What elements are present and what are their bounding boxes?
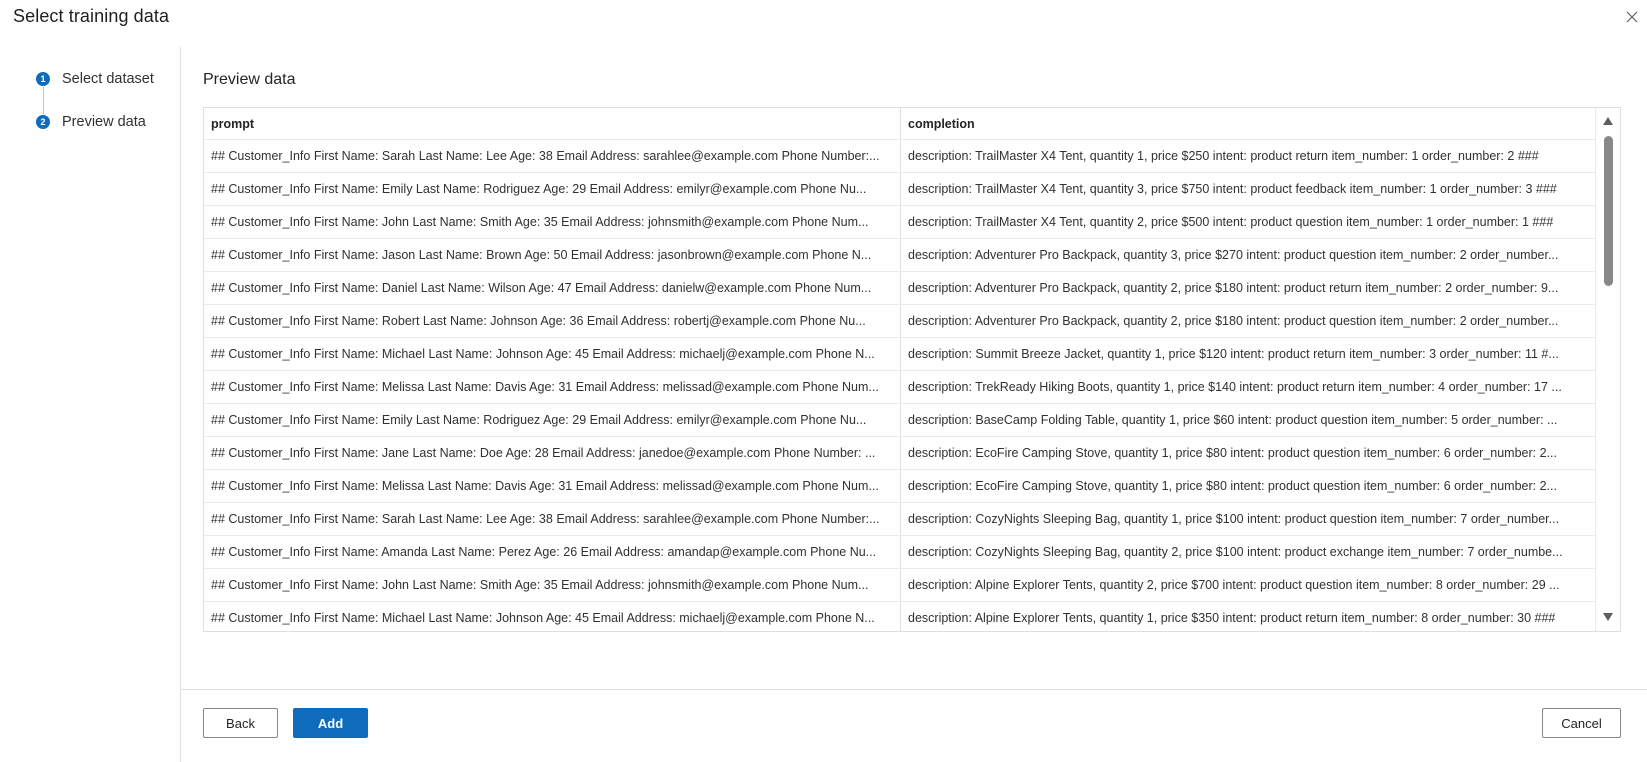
scroll-down-arrow-icon[interactable]	[1603, 613, 1613, 621]
prompt-cell	[204, 173, 901, 205]
cell-text: description: Adventurer Pro Backpack, quantity 3, price $270 intent: product question item_number: 2 order_number...	[908, 248, 1559, 262]
cell-text: ## Customer_Info First Name: Daniel Last Name: Wilson Age: 47 Email Address: danielw@example.com Phone Num...	[211, 281, 872, 295]
close-icon	[1626, 11, 1638, 23]
left-panel-divider	[180, 47, 181, 762]
table-row	[204, 338, 1595, 371]
completion-cell	[901, 173, 1595, 205]
cell-text: description: TrailMaster X4 Tent, quantity 3, price $750 intent: product feedback item_number: 1 order_number: 3 ###	[908, 182, 1557, 196]
wizard-steps	[36, 69, 154, 155]
cell-text: ## Customer_Info First Name: John Last Name: Smith Age: 35 Email Address: johnsmith@example.com Phone Num...	[211, 578, 869, 592]
table-row	[204, 536, 1595, 569]
cell-text: ## Customer_Info First Name: Melissa Last Name: Davis Age: 31 Email Address: melissad@example.com Phone Num...	[211, 479, 879, 493]
cell-text: ## Customer_Info First Name: Michael Last Name: Johnson Age: 45 Email Address: michaelj@example.com Phone N...	[211, 611, 875, 625]
completion-cell	[901, 140, 1595, 172]
completion-cell	[901, 437, 1595, 469]
table-row	[204, 470, 1595, 503]
cell-text: description: BaseCamp Folding Table, quantity 1, price $60 intent: product question item_number: 5 order_number: ...	[908, 413, 1558, 427]
cell-text: description: TrailMaster X4 Tent, quantity 1, price $250 intent: product return item_number: 1 order_number: 2 ###	[908, 149, 1539, 163]
table-row	[204, 206, 1595, 239]
step-preview-data[interactable]	[36, 112, 154, 155]
table-row	[204, 305, 1595, 338]
completion-cell	[901, 569, 1595, 601]
table-body	[204, 108, 1595, 632]
prompt-cell	[204, 239, 901, 271]
completion-cell	[901, 272, 1595, 304]
cell-text: ## Customer_Info First Name: Michael Last Name: Johnson Age: 45 Email Address: michaelj@example.com Phone N...	[211, 347, 875, 361]
column-header-label: prompt	[211, 116, 255, 131]
completion-cell	[901, 305, 1595, 337]
completion-cell	[901, 239, 1595, 271]
cell-text: description: EcoFire Camping Stove, quantity 1, price $80 intent: product question item_number: 6 order_number: 2...	[908, 446, 1557, 460]
table-row	[204, 173, 1595, 206]
dialog-title: Select training data	[13, 6, 170, 26]
prompt-cell	[204, 305, 901, 337]
cell-text: description: EcoFire Camping Stove, quantity 1, price $80 intent: product question item_number: 6 order_number: 2...	[908, 479, 1557, 493]
scroll-up-arrow-icon[interactable]	[1603, 117, 1613, 125]
prompt-cell	[204, 371, 901, 403]
cell-text: description: Adventurer Pro Backpack, quantity 2, price $180 intent: product question item_number: 2 order_number...	[908, 314, 1559, 328]
section-title: Preview data	[203, 71, 296, 88]
completion-cell	[901, 503, 1595, 535]
cell-text: description: Adventurer Pro Backpack, quantity 2, price $180 intent: product return item_number: 2 order_number: 9...	[908, 281, 1559, 295]
step-label: Preview data	[62, 114, 146, 130]
close-button[interactable]	[1621, 6, 1643, 28]
cancel-button[interactable]: Cancel	[1542, 708, 1621, 738]
step-number-badge: 1	[36, 72, 50, 86]
table-row	[204, 371, 1595, 404]
table-row	[204, 602, 1595, 632]
table-row	[204, 569, 1595, 602]
table-row	[204, 140, 1595, 173]
cell-text: ## Customer_Info First Name: John Last Name: Smith Age: 35 Email Address: johnsmith@example.com Phone Num...	[211, 215, 869, 229]
scrollbar-thumb[interactable]	[1604, 136, 1613, 286]
table-row	[204, 239, 1595, 272]
column-header-completion[interactable]	[901, 108, 1595, 139]
prompt-cell	[204, 206, 901, 238]
column-header-prompt[interactable]	[204, 108, 901, 139]
table-row	[204, 404, 1595, 437]
prompt-cell	[204, 602, 901, 632]
table-row	[204, 437, 1595, 470]
cell-text: ## Customer_Info First Name: Jane Last Name: Doe Age: 28 Email Address: janedoe@example.com Phone Number: ...	[211, 446, 876, 460]
cell-text: description: TrailMaster X4 Tent, quantity 2, price $500 intent: product question item_number: 1 order_number: 1 ###	[908, 215, 1554, 229]
footer-divider	[180, 689, 1647, 690]
cell-text: description: Alpine Explorer Tents, quantity 1, price $350 intent: product return item_number: 8 order_number: 30 ###	[908, 611, 1556, 625]
table-row	[204, 272, 1595, 305]
prompt-cell	[204, 470, 901, 502]
cell-text: description: TrekReady Hiking Boots, quantity 1, price $140 intent: product return item_number: 4 order_number: 17 ...	[908, 380, 1562, 394]
cell-text: ## Customer_Info First Name: Robert Last Name: Johnson Age: 36 Email Address: robertj@example.com Phone Nu...	[211, 314, 866, 328]
cell-text: description: Alpine Explorer Tents, quantity 2, price $700 intent: product question item_number: 8 order_number: 29 ...	[908, 578, 1560, 592]
step-select-dataset[interactable]	[36, 69, 154, 112]
cell-text: description: Summit Breeze Jacket, quantity 1, price $120 intent: product return item_number: 3 order_number: 11 #...	[908, 347, 1559, 361]
prompt-cell	[204, 338, 901, 370]
completion-cell	[901, 470, 1595, 502]
cell-text: ## Customer_Info First Name: Amanda Last Name: Perez Age: 26 Email Address: amandap@example.com Phone Nu...	[211, 545, 877, 559]
completion-cell	[901, 206, 1595, 238]
cell-text: ## Customer_Info First Name: Jason Last Name: Brown Age: 50 Email Address: jasonbrown@example.com Phone N...	[211, 248, 872, 262]
prompt-cell	[204, 404, 901, 436]
table-row	[204, 503, 1595, 536]
cell-text: ## Customer_Info First Name: Emily Last Name: Rodriguez Age: 29 Email Address: emilyr@example.com Phone Nu...	[211, 413, 867, 427]
prompt-cell	[204, 272, 901, 304]
preview-data-table	[203, 107, 1621, 632]
step-connector	[43, 87, 44, 114]
cell-text: ## Customer_Info First Name: Emily Last Name: Rodriguez Age: 29 Email Address: emilyr@example.com Phone Nu...	[211, 182, 867, 196]
column-header-label: completion	[908, 116, 975, 131]
prompt-cell	[204, 503, 901, 535]
completion-cell	[901, 371, 1595, 403]
back-button[interactable]: Back	[203, 708, 278, 738]
cell-text: ## Customer_Info First Name: Sarah Last Name: Lee Age: 38 Email Address: sarahlee@example.com Phone Number:...	[211, 512, 880, 526]
cell-text: description: CozyNights Sleeping Bag, quantity 2, price $100 intent: product exchange item_number: 7 order_numbe...	[908, 545, 1563, 559]
completion-cell	[901, 602, 1595, 632]
cell-text: ## Customer_Info First Name: Sarah Last Name: Lee Age: 38 Email Address: sarahlee@example.com Phone Number:...	[211, 149, 880, 163]
completion-cell	[901, 338, 1595, 370]
prompt-cell	[204, 140, 901, 172]
prompt-cell	[204, 536, 901, 568]
cell-text: ## Customer_Info First Name: Melissa Last Name: Davis Age: 31 Email Address: melissad@example.com Phone Num...	[211, 380, 879, 394]
add-button[interactable]: Add	[293, 708, 368, 738]
prompt-cell	[204, 569, 901, 601]
completion-cell	[901, 536, 1595, 568]
cell-text: description: CozyNights Sleeping Bag, quantity 1, price $100 intent: product question item_number: 7 order_number...	[908, 512, 1560, 526]
step-number-badge: 2	[36, 115, 50, 129]
prompt-cell	[204, 437, 901, 469]
step-label: Select dataset	[62, 71, 154, 87]
vertical-scrollbar[interactable]	[1595, 108, 1620, 631]
table-header-row	[204, 108, 1595, 140]
completion-cell	[901, 404, 1595, 436]
